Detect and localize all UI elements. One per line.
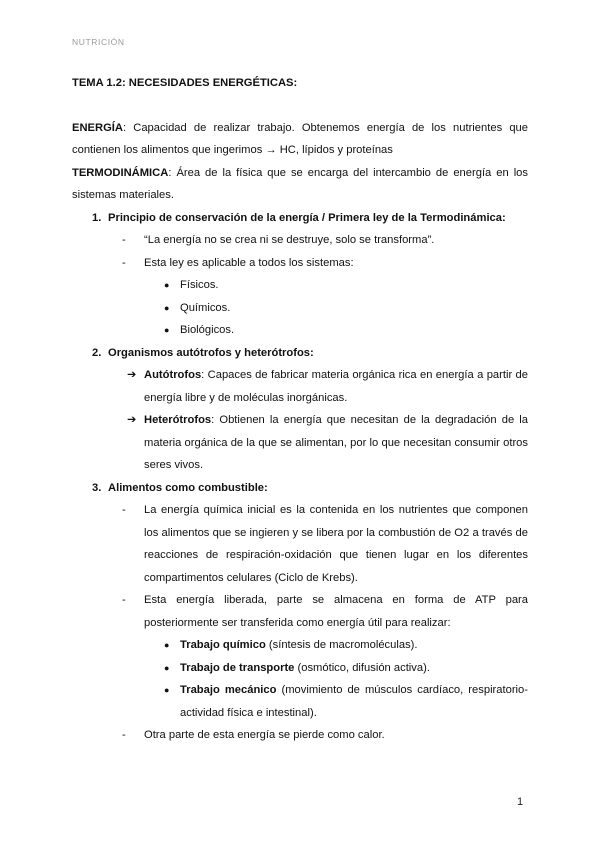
section-number: 2. <box>92 346 102 359</box>
arrow-item: ➔ Autótrofos: Capaces de fabricar materia orgánica rica en energía a partir de energía libre y de moléculas inorgánicas. <box>108 364 528 409</box>
bullet-icon: ● <box>164 280 170 290</box>
definition-text: : Área de la física que se encarga del intercambio de energía en los sistemas materiales. <box>72 166 528 201</box>
bullet-icon: ● <box>164 640 170 650</box>
section-title: Alimentos como combustible: <box>108 481 268 494</box>
dash-marker: - <box>122 594 126 606</box>
dash-item: - Esta ley es aplicable a todos los sistemas: ● Físicos. ● Químicos. ● Biológicos. <box>108 252 528 342</box>
section-3 <box>72 477 528 747</box>
bullet-icon: ● <box>164 662 170 673</box>
dash-marker: - <box>122 234 126 246</box>
bullet-list <box>144 634 528 724</box>
definition-energia <box>72 117 528 162</box>
sections-list <box>72 207 528 747</box>
dash-marker: - <box>122 256 126 269</box>
section-title: Principio de conservación de la energía / Primera ley de la Termodinámica: <box>108 211 506 224</box>
section-1 <box>72 207 528 342</box>
dash-item: - “La energía no se crea ni se destruye, solo se transforma”. <box>108 229 528 252</box>
bullet-item: ● Químicos. <box>144 297 528 320</box>
bullet-item: ● Biológicos. <box>144 319 528 342</box>
definition-term: TERMODINÁMICA <box>72 166 169 179</box>
section-number: 3. <box>92 481 102 494</box>
bullet-icon: ● <box>164 325 170 335</box>
dash-list <box>108 499 528 747</box>
page-header: NUTRICIÓN <box>72 37 125 47</box>
dash-marker: - <box>122 729 126 741</box>
dash-list <box>108 229 528 342</box>
bullet-item: ● Trabajo de transporte (osmótico, difusión activa). <box>144 657 528 680</box>
definition-text: : Capacidad de realizar trabajo. Obtenemos energía de los nutrientes que contienen los alimentos que ingerimos → HC, lípidos y proteínas <box>72 121 528 156</box>
bullet-icon: ● <box>164 302 170 313</box>
bullet-item: ● Trabajo mecánico (movimiento de músculos cardíaco, respiratorio-actividad física e intestinal). <box>144 679 528 724</box>
dash-marker: - <box>122 504 126 516</box>
arrow-item: ➔ Heterótrofos: Obtienen la energía que necesitan de la degradación de la materia orgánica de la que se alimentan, por lo que necesitan consumir otros seres vivos. <box>108 409 528 477</box>
dash-item: - Esta energía liberada, parte se almacena en forma de ATP para posteriormente ser transferida como energía útil para realizar: ● Trabajo químico (síntesis de macromoléculas). ● Trabajo de transporte (osmótico, difusión activa). ● Trabajo mecánico (movimiento de músculos cardíaco, respiratorio-actividad física e intestinal). <box>108 589 528 724</box>
bullet-item: ● Físicos. <box>144 274 528 297</box>
page-content <box>72 72 528 747</box>
arrow-right-icon: ➔ <box>127 414 137 426</box>
dash-item: - Otra parte de esta energía se pierde como calor. <box>108 724 528 747</box>
definition-termodinamica <box>72 162 528 207</box>
bullet-list <box>144 274 528 342</box>
page-title: TEMA 1.2: NECESIDADES ENERGÉTICAS: <box>72 77 298 89</box>
section-title: Organismos autótrofos y heterótrofos: <box>108 346 314 359</box>
bullet-icon: ● <box>164 685 170 695</box>
definition-term: ENERGÍA <box>72 121 123 134</box>
bullet-item: ● Trabajo químico (síntesis de macromoléculas). <box>144 634 528 657</box>
arrow-list <box>108 364 528 477</box>
section-number: 1. <box>92 211 102 224</box>
arrow-right-icon: ➔ <box>127 369 137 381</box>
dash-item: - La energía química inicial es la contenida en los nutrientes que componen los alimentos que se ingieren y se libera por la combustión de O2 a través de reacciones de respiración-oxidación que tienen lugar en los diferentes compartimentos celulares (Ciclo de Krebs). <box>108 499 528 589</box>
page-number: 1 <box>517 796 524 808</box>
section-2 <box>72 342 528 477</box>
